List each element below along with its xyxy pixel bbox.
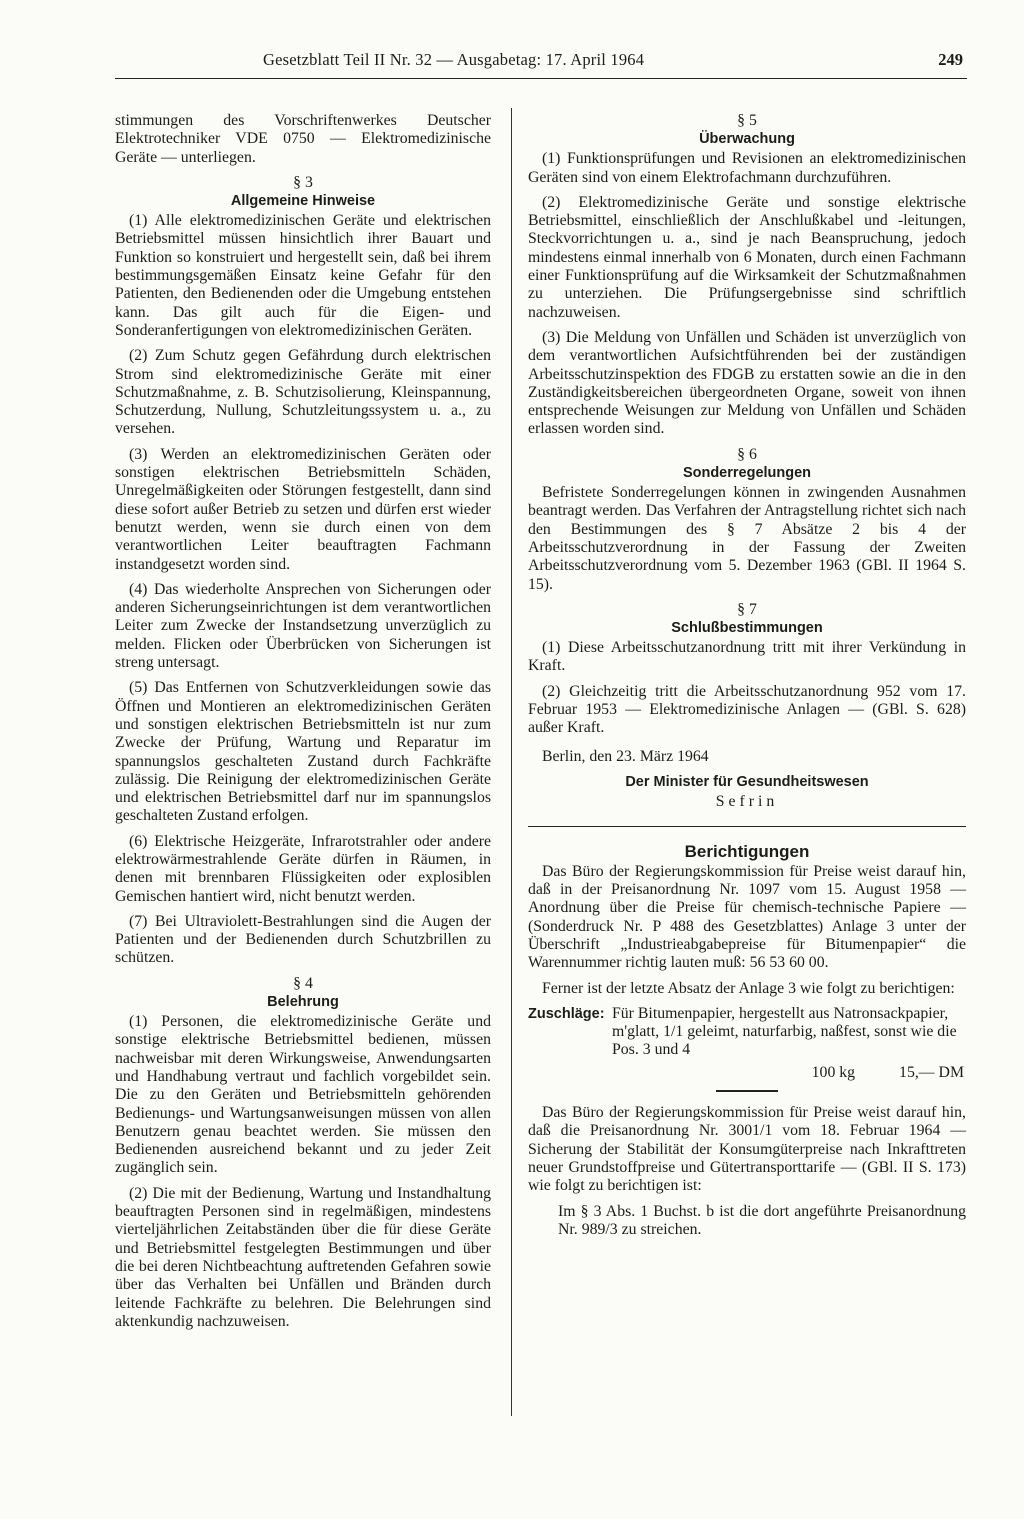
section-title: Allgemeine Hinweise — [230, 192, 376, 209]
section-title: Überwachung — [699, 131, 795, 147]
paragraph: (7) Bei Ultraviolett-Bestrahlungen sind die Augen der Patienten und der Bedienenden durch Schutzbrillen zu schützen. — [115, 912, 491, 967]
paragraph: Befristete Sonderregelungen können in zwingenden Ausnahmen beantragt werden. Das Verfahren der Antragstellung richtet sich nach den Bestimmungen des § 7 Absätze 2 bis 4 der Arbeitsschutzverordnung in der Fassung der Zweiten Arbeitsschutzverordnung vom 5. Dezember 1963 (GBl. II 1964 S. 15). — [528, 484, 966, 593]
paragraph: (2) Elektromedizinische Geräte und sonstige elektrische Betriebsmittel, einschließlich der Anschlußkabel und -leitungen, Steckvorrichtungen u. a., sind je nach Beanspruchung, jedoch mindestens einmal innerhalb von 6 Monaten, durch einen Fachmann einer Funktionsprüfung auf die Wirksamkeit der Schutzmaßnahmen zu unterziehen. Die Prüfungsergebnisse sind schriftlich nachzuweisen. — [528, 193, 966, 321]
signature-office: Der Minister für Gesundheitswesen — [625, 773, 869, 790]
surcharge-entry — [528, 1005, 966, 1060]
paragraph: (2) Zum Schutz gegen Gefährdung durch elektrischen Strom sind elektromedizinische Geräte mit einer Schutzmaßnahme, z. B. Schutzisolierung, Kleinspannung, Schutzerdung, Nullung, Schutzleitungssystem u. a., zu versehen. — [115, 347, 491, 438]
paragraph: Im § 3 Abs. 1 Buchst. b ist die dort angeführte Preisanordnung Nr. 989/3 zu streichen. — [558, 1202, 966, 1238]
signature-place-date: Berlin, den 23. März 1964 — [542, 747, 709, 765]
price-quantity: 100 kg — [811, 1063, 856, 1081]
right-column — [528, 112, 966, 1246]
paragraph: (3) Die Meldung von Unfällen und Schäden ist unverzüglich von dem verantwortlichen Aufsichtführenden bei der zuständigen Arbeitsschutzinspektion des FDGB zu erstatten sowie an die in den Zuständigkeitsbereichen übergeordneten Organe, soweit von ihnen entsprechende Weisungen zur Meldung von Unfällen und Schäden erlassen worden sind. — [528, 328, 966, 438]
paragraph: Das Büro der Regierungskommission für Preise weist darauf hin, daß in der Preisanordnung Nr. 1097 vom 15. August 1958 — Anordnung über die Preise für chemisch-technische Papiere — (Sonderdruck Nr. P 488 des Gesetzblattes) Anlage 3 unter der Überschrift „Industrieabgabepreise für Bitumenpapier“ die Warennummer richtig lauten muß: 56 53 60 00. — [528, 862, 966, 972]
paragraph: Ferner ist der letzte Absatz der Anlage 3 wie folgt zu berichtigen: — [542, 979, 955, 997]
page-number: 249 — [938, 50, 963, 69]
paragraph: (2) Die mit der Bedienung, Wartung und Instandhaltung beauftragten Personen sind in regelmäßigen, mindestens vierteljährlichen Zeitabständen über die für diese Geräte und Betriebsmittel festgelegten Bestimmungen und über die bei deren Nichtbeachtung auftretenden Gefahren sowie über das Verhalten bei Unfällen und Bränden durch leitende Fachkräfte zu belehren. Die Belehrungen sind aktenkundig nachzuweisen. — [115, 1184, 491, 1330]
paragraph: (3) Werden an elektromedizinischen Geräten oder sonstigen elektrischen Betriebsmitteln Schäden, Unregelmäßigkeiten oder Störungen festgestellt, dann sind diese sofort außer Betrieb zu setzen und dürfen erst wieder benutzt werden, wenn sie durch einen von dem verantwortlichen Leiter beauftragten Fachmann instandgesetzt worden sind. — [115, 445, 491, 573]
section-number: § 3 — [293, 173, 313, 191]
paragraph: (1) Alle elektromedizinischen Geräte und elektrischen Betriebsmittel müssen hinsichtlich ihrer Bauart und Funktion so konstruiert und hergestellt sein, daß bei ihrem bestimmungsgemäßen Einsatz keine Gefahr für den Patienten, den Bedienenden oder die Umgebung entstehen kann. Das gilt auch für die Eigen- und Sonderanfertigungen von elektromedizinischen Geräten. — [115, 212, 491, 339]
paragraph: (4) Das wiederholte Ansprechen von Sicherungen oder anderen Sicherungseinrichtungen ist dem verantwortlichen Leiter zum Zwecke der Instandsetzung unverzüglich zu melden. Flicken oder Überbrücken von Sicherungen ist streng untersagt. — [115, 580, 491, 672]
paragraph: (1) Diese Arbeitsschutzanordnung tritt mit ihrer Verkündung in Kraft. — [528, 639, 966, 675]
section-number: § 5 — [737, 112, 757, 129]
paragraph: Das Büro der Regierungskommission für Preise weist darauf hin, daß die Preisanordnung Nr. 3001/1 vom 18. Februar 1964 — Sicherung der Stabilität der Konsumgüterpreise nach Inkrafttreten neuer Grundstoffpreise und Gütertransporttarife — (GBl. II S. 173) wie folgt zu berichtigen ist: — [528, 1104, 966, 1195]
paragraph: (6) Elektrische Heizgeräte, Infrarotstrahler oder andere elektrowärmestrahlende Geräte dürfen in Räumen, in denen mit brennbaren Flüssigkeiten oder explosiblen Gemischen hantiert wird, nicht benutzt werden. — [115, 832, 491, 905]
surcharge-text: Für Bitumenpapier, hergestellt aus Natronsackpapier, m'glatt, 1/1 geleimt, naturfarbig, naßfest, sonst wie die Pos. 3 und 4 — [612, 1004, 957, 1059]
intro-paragraph: stimmungen des Vorschriftenwerkes Deutscher Elektrotechniker VDE 0750 — Elektromedizinische Geräte — unterliegen. — [115, 112, 491, 166]
section-number: § 6 — [737, 445, 757, 463]
signature-name: Sefrin — [715, 793, 779, 811]
section-title: Belehrung — [267, 993, 339, 1010]
short-separator — [716, 1090, 778, 1092]
header-title: Gesetzblatt Teil II Nr. 32 — Ausgabetag: 17. April 1964 — [263, 50, 645, 69]
section-number: § 4 — [293, 974, 313, 992]
price-line — [528, 1064, 964, 1082]
left-column — [115, 112, 491, 1338]
page-header — [115, 50, 967, 79]
paragraph: (1) Funktionsprüfungen und Revisionen an elektromedizinischen Geräten sind von einem Elektrofachmann durchzuführen. — [528, 150, 966, 186]
paragraph: (1) Personen, die elektromedizinische Geräte und sonstige elektrische Betriebsmittel bedienen, müssen nachweisbar mit deren Wirkungsweise, Anwendungsarten und Handhabung vertraut und fachlich vorgebildet sein. Die zu den Geräten und Betriebsmitteln gehörenden Bedienungs- und Wartungsanweisungen müssen von allen Benutzern genau beachtet werden. Sie müssen den Bedienenden ausreichend bekannt und zu jeder Zeit zugänglich sein. — [115, 1013, 491, 1177]
paragraph: (2) Gleichzeitig tritt die Arbeitsschutzanordnung 952 vom 17. Februar 1953 — Elektromedizinische Anlagen — (GBl. S. 628) außer Kraft. — [528, 682, 966, 737]
corrections-title: Berichtigungen — [684, 841, 810, 861]
paragraph: (5) Das Entfernen von Schutzverkleidungen sowie das Öffnen und Montieren an elektromedizinischen Geräten und sonstigen elektrischen Betriebsmitteln ist nur zum Zwecke der Prüfung, Wartung und Reparatur im spannungslos geschalteten Zustand durch Fachkräfte zulässig. Die Reinigung der elektromedizinischen Geräte und elektrischen Betriebsmittel darf nur im spannungslos geschalteten Zustand erfolgen. — [115, 679, 491, 825]
section-separator — [528, 826, 966, 827]
section-number: § 7 — [737, 600, 757, 618]
section-title: Sonderregelungen — [682, 464, 812, 481]
price-value: 15,— DM — [899, 1063, 964, 1081]
column-divider — [511, 108, 512, 1416]
surcharge-label: Zuschläge: — [528, 1005, 605, 1022]
section-title: Schlußbestimmungen — [671, 619, 823, 636]
